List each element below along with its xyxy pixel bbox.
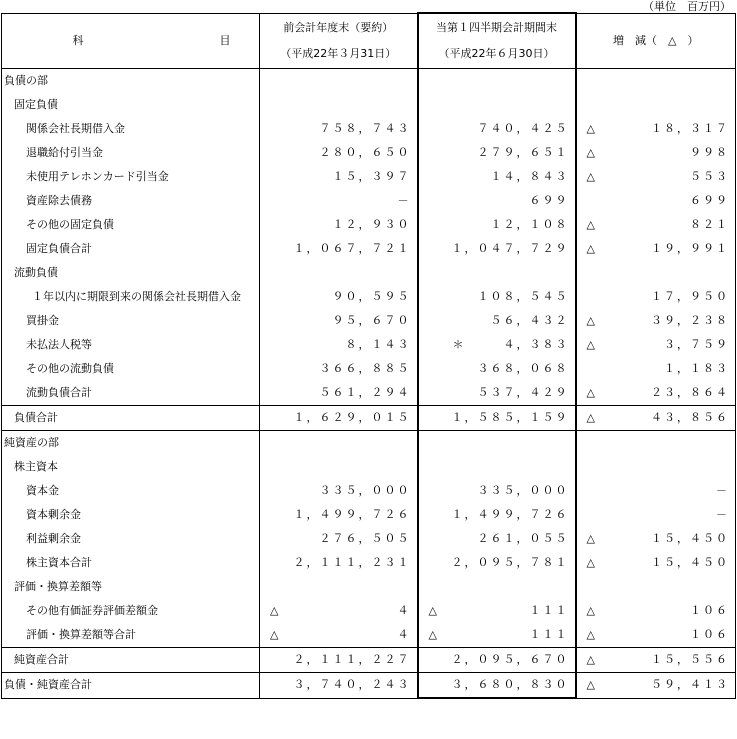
change-value — [576, 406, 736, 431]
prev-value — [260, 237, 418, 261]
change-amount: １５，４５０ — [651, 532, 729, 545]
table-header-row — [2, 13, 736, 69]
prev-amount: ７５８，７４３ — [319, 122, 411, 135]
prev-value — [260, 431, 418, 456]
curr-value — [418, 357, 576, 381]
prev-amount: １，６２９，０１５ — [293, 411, 411, 424]
prev-value — [260, 357, 418, 381]
prev-amount: ９０，５９５ — [332, 290, 411, 303]
curr-amount: ２，０９５，６７０ — [451, 653, 569, 666]
curr-amount: ５３７，４２９ — [477, 386, 569, 399]
curr-value — [418, 431, 576, 456]
negative-mark: △ — [586, 628, 595, 641]
header-prev-title: 前会計年度末（要約） — [283, 20, 394, 34]
header-prev-date: （平成22年３月31日） — [280, 46, 397, 60]
change-value — [576, 165, 736, 189]
curr-amount: １４，８４３ — [490, 170, 569, 183]
row-label: 資本剰余金 — [2, 503, 260, 527]
prev-amount: ４ — [397, 628, 411, 641]
curr-value — [418, 599, 576, 623]
prev-value — [260, 623, 418, 648]
prev-amount: ３，７４０，２４３ — [293, 678, 411, 692]
curr-value — [418, 285, 576, 309]
header-subject-right: 目 — [219, 33, 231, 47]
header-change: 増 減（ △ ） — [576, 13, 736, 69]
curr-amount: ４，３８３ — [503, 338, 569, 351]
curr-value — [418, 575, 576, 599]
table-row — [2, 406, 736, 431]
curr-amount: １，０４７，７２９ — [451, 242, 569, 255]
prev-amount: ２，１１１，２２７ — [293, 653, 411, 666]
balance-sheet-table — [1, 12, 736, 699]
prev-amount: １５，３９７ — [332, 170, 411, 183]
row-label: 固定負債 — [2, 93, 260, 117]
change-value — [576, 69, 736, 94]
table-row — [2, 357, 736, 381]
negative-mark: △ — [586, 556, 595, 569]
curr-amount: ６９９ — [529, 194, 569, 207]
curr-amount: １１１ — [529, 604, 569, 617]
prev-value — [260, 381, 418, 406]
prev-value — [260, 673, 418, 699]
change-amount: １８，３１７ — [651, 122, 729, 135]
change-amount: － — [716, 484, 729, 497]
row-label: 資本金 — [2, 479, 260, 503]
curr-value — [418, 551, 576, 575]
prev-value — [260, 189, 418, 213]
row-label: 株主資本合計 — [2, 551, 260, 575]
change-value — [576, 503, 736, 527]
negative-mark: △ — [586, 604, 595, 617]
curr-value — [418, 189, 576, 213]
row-label: その他の流動負債 — [2, 357, 260, 381]
change-amount: ６９９ — [690, 194, 729, 207]
curr-value — [418, 69, 576, 94]
change-value — [576, 381, 736, 406]
curr-amount: ５６，４３２ — [490, 314, 569, 327]
table-row — [2, 285, 736, 309]
header-curr-period — [418, 13, 576, 69]
change-amount: ５９，４１３ — [651, 678, 729, 692]
row-label: 資産除去債務 — [2, 189, 260, 213]
table-row — [2, 551, 736, 575]
table-row — [2, 503, 736, 527]
table-row — [2, 237, 736, 261]
change-value — [576, 93, 736, 117]
row-label: 評価・換算差額等合計 — [2, 623, 260, 648]
change-amount: ４３，８５６ — [651, 411, 729, 424]
row-label: 負債合計 — [2, 406, 260, 431]
prev-value — [260, 599, 418, 623]
change-amount: － — [716, 508, 729, 521]
curr-amount: １０８，５４５ — [477, 290, 569, 303]
curr-amount: １，４９９，７２６ — [451, 508, 569, 521]
curr-value — [418, 527, 576, 551]
curr-value — [418, 333, 576, 357]
unit-note: （単位 百万円） — [643, 0, 731, 13]
curr-amount: ３，６８０，８３０ — [451, 678, 569, 691]
change-amount: ８２１ — [690, 218, 729, 231]
table-row — [2, 623, 736, 648]
change-value — [576, 455, 736, 479]
curr-value — [418, 623, 576, 648]
prev-amount: ４ — [397, 604, 411, 617]
curr-amount: ２６１，０５５ — [477, 532, 569, 545]
prev-amount: １２，９３０ — [332, 218, 411, 231]
change-value — [576, 213, 736, 237]
change-value — [576, 623, 736, 648]
change-value — [576, 479, 736, 503]
curr-amount: ７４０，４２５ — [477, 122, 569, 135]
curr-value — [418, 406, 576, 431]
row-label: 未使用テレホンカード引当金 — [2, 165, 260, 189]
prev-value — [260, 93, 418, 117]
table-row — [2, 455, 736, 479]
negative-mark: △ — [586, 532, 595, 545]
prev-amount: ８，１４３ — [345, 338, 411, 351]
row-label: 流動負債 — [2, 261, 260, 285]
change-value — [576, 648, 736, 673]
negative-mark: △ — [428, 604, 437, 617]
curr-value — [418, 93, 576, 117]
prev-value — [260, 503, 418, 527]
table-row — [2, 261, 736, 285]
header-subject — [2, 13, 260, 69]
curr-amount: ２，０９５，７８１ — [451, 556, 569, 569]
change-value — [576, 309, 736, 333]
negative-mark: △ — [586, 170, 595, 183]
row-label: 株主資本 — [2, 455, 260, 479]
curr-value — [418, 455, 576, 479]
change-amount: １５，５５６ — [651, 653, 729, 666]
change-value — [576, 575, 736, 599]
row-label: その他有価証券評価差額金 — [2, 599, 260, 623]
row-label: その他の固定負債 — [2, 213, 260, 237]
prev-amount: ２８０，６５０ — [319, 146, 411, 159]
prev-amount: ２７６，５０５ — [319, 532, 411, 545]
change-value — [576, 551, 736, 575]
change-amount: １９，９９１ — [651, 242, 729, 255]
curr-value — [418, 237, 576, 261]
prev-value — [260, 117, 418, 141]
change-value — [576, 673, 736, 699]
prev-amount: － — [397, 194, 411, 207]
negative-mark: △ — [586, 338, 595, 351]
change-value — [576, 141, 736, 165]
change-value — [576, 333, 736, 357]
prev-value — [260, 309, 418, 333]
prev-value — [260, 69, 418, 94]
curr-value — [418, 309, 576, 333]
table-row — [2, 165, 736, 189]
change-amount: １，１８３ — [664, 362, 729, 375]
table-row — [2, 141, 736, 165]
negative-mark: △ — [586, 122, 595, 135]
header-curr-date: （平成22年６月30日） — [438, 47, 555, 60]
row-label: 固定負債合計 — [2, 237, 260, 261]
prev-value — [260, 333, 418, 357]
prev-value — [260, 406, 418, 431]
row-label: 利益剰余金 — [2, 527, 260, 551]
change-amount: １０６ — [690, 604, 729, 617]
prev-value — [260, 285, 418, 309]
negative-mark: △ — [586, 386, 595, 399]
change-value — [576, 599, 736, 623]
curr-value — [418, 479, 576, 503]
header-prev-period — [260, 13, 418, 69]
table-row — [2, 333, 736, 357]
prev-amount: ３３５，０００ — [319, 484, 411, 497]
negative-mark: △ — [428, 628, 437, 641]
table-row — [2, 431, 736, 456]
curr-value — [418, 141, 576, 165]
table-row — [2, 673, 736, 699]
curr-amount: １１１ — [529, 628, 569, 641]
negative-mark: △ — [586, 146, 595, 159]
header-curr-title: 当第１四半期会計期間末 — [436, 21, 557, 34]
change-value — [576, 189, 736, 213]
curr-value — [418, 673, 576, 699]
prev-value — [260, 141, 418, 165]
prev-amount: ２，１１１，２３１ — [293, 556, 411, 569]
row-label: 関係会社長期借入金 — [2, 117, 260, 141]
change-value — [576, 117, 736, 141]
change-amount: １５，４５０ — [651, 556, 729, 569]
change-value — [576, 357, 736, 381]
curr-value — [418, 213, 576, 237]
table-row — [2, 381, 736, 406]
change-amount: ９９８ — [690, 146, 729, 159]
footnote-star: ＊ — [452, 338, 464, 351]
table-row — [2, 527, 736, 551]
row-label: 負債の部 — [2, 69, 260, 94]
table-row — [2, 575, 736, 599]
prev-amount: １，０６７，７２１ — [293, 242, 411, 255]
table-row — [2, 479, 736, 503]
prev-value — [260, 261, 418, 285]
curr-value — [418, 648, 576, 673]
table-row — [2, 648, 736, 673]
table-row — [2, 117, 736, 141]
row-label: 買掛金 — [2, 309, 260, 333]
prev-value — [260, 648, 418, 673]
prev-value — [260, 527, 418, 551]
change-amount: ２３，８６４ — [651, 386, 729, 399]
prev-value — [260, 455, 418, 479]
prev-value — [260, 551, 418, 575]
change-amount: ３，７５９ — [664, 338, 729, 351]
negative-mark: △ — [586, 314, 595, 327]
change-amount: ３９，２３８ — [651, 314, 729, 327]
row-label: 流動負債合計 — [2, 381, 260, 406]
negative-mark: △ — [586, 678, 595, 692]
prev-amount: ９５，６７０ — [332, 314, 411, 327]
table-row — [2, 189, 736, 213]
curr-amount: ２７９，６５１ — [477, 146, 569, 159]
row-label: 未払法人税等 — [2, 333, 260, 357]
negative-mark: △ — [270, 604, 279, 617]
curr-amount: １，５８５，１５９ — [451, 411, 569, 424]
negative-mark: △ — [586, 242, 595, 255]
negative-mark: △ — [586, 653, 595, 666]
table-row — [2, 599, 736, 623]
table-row — [2, 69, 736, 94]
table-row — [2, 93, 736, 117]
change-value — [576, 431, 736, 456]
negative-mark: △ — [270, 628, 279, 641]
change-amount: １７，９５０ — [651, 290, 729, 303]
prev-amount: １，４９９，７２６ — [293, 508, 411, 521]
row-label: １年以内に期限到来の関係会社長期借入金 — [2, 285, 260, 309]
curr-value — [418, 503, 576, 527]
change-amount: １０６ — [690, 628, 729, 641]
table-row — [2, 213, 736, 237]
prev-amount: ３６６，８８５ — [319, 362, 411, 375]
curr-amount: １２，１０８ — [490, 218, 569, 231]
table-row — [2, 309, 736, 333]
curr-value — [418, 117, 576, 141]
row-label: 純資産合計 — [2, 648, 260, 673]
header-subject-left: 科 — [72, 33, 84, 47]
negative-mark: △ — [586, 218, 595, 231]
row-label: 純資産の部 — [2, 431, 260, 456]
negative-mark: △ — [586, 411, 595, 424]
row-label: 退職給付引当金 — [2, 141, 260, 165]
change-amount: ５５３ — [690, 170, 729, 183]
change-value — [576, 285, 736, 309]
row-label: 負債・純資産合計 — [2, 673, 260, 699]
prev-amount: ５６１，２９４ — [319, 386, 411, 399]
change-value — [576, 261, 736, 285]
curr-amount: ３６８，０６８ — [477, 362, 569, 375]
prev-value — [260, 479, 418, 503]
curr-value — [418, 261, 576, 285]
curr-amount: ３３５，０００ — [477, 484, 569, 497]
prev-value — [260, 575, 418, 599]
prev-value — [260, 213, 418, 237]
curr-value — [418, 381, 576, 406]
prev-value — [260, 165, 418, 189]
change-value — [576, 527, 736, 551]
curr-value — [418, 165, 576, 189]
row-label: 評価・換算差額等 — [2, 575, 260, 599]
change-value — [576, 237, 736, 261]
